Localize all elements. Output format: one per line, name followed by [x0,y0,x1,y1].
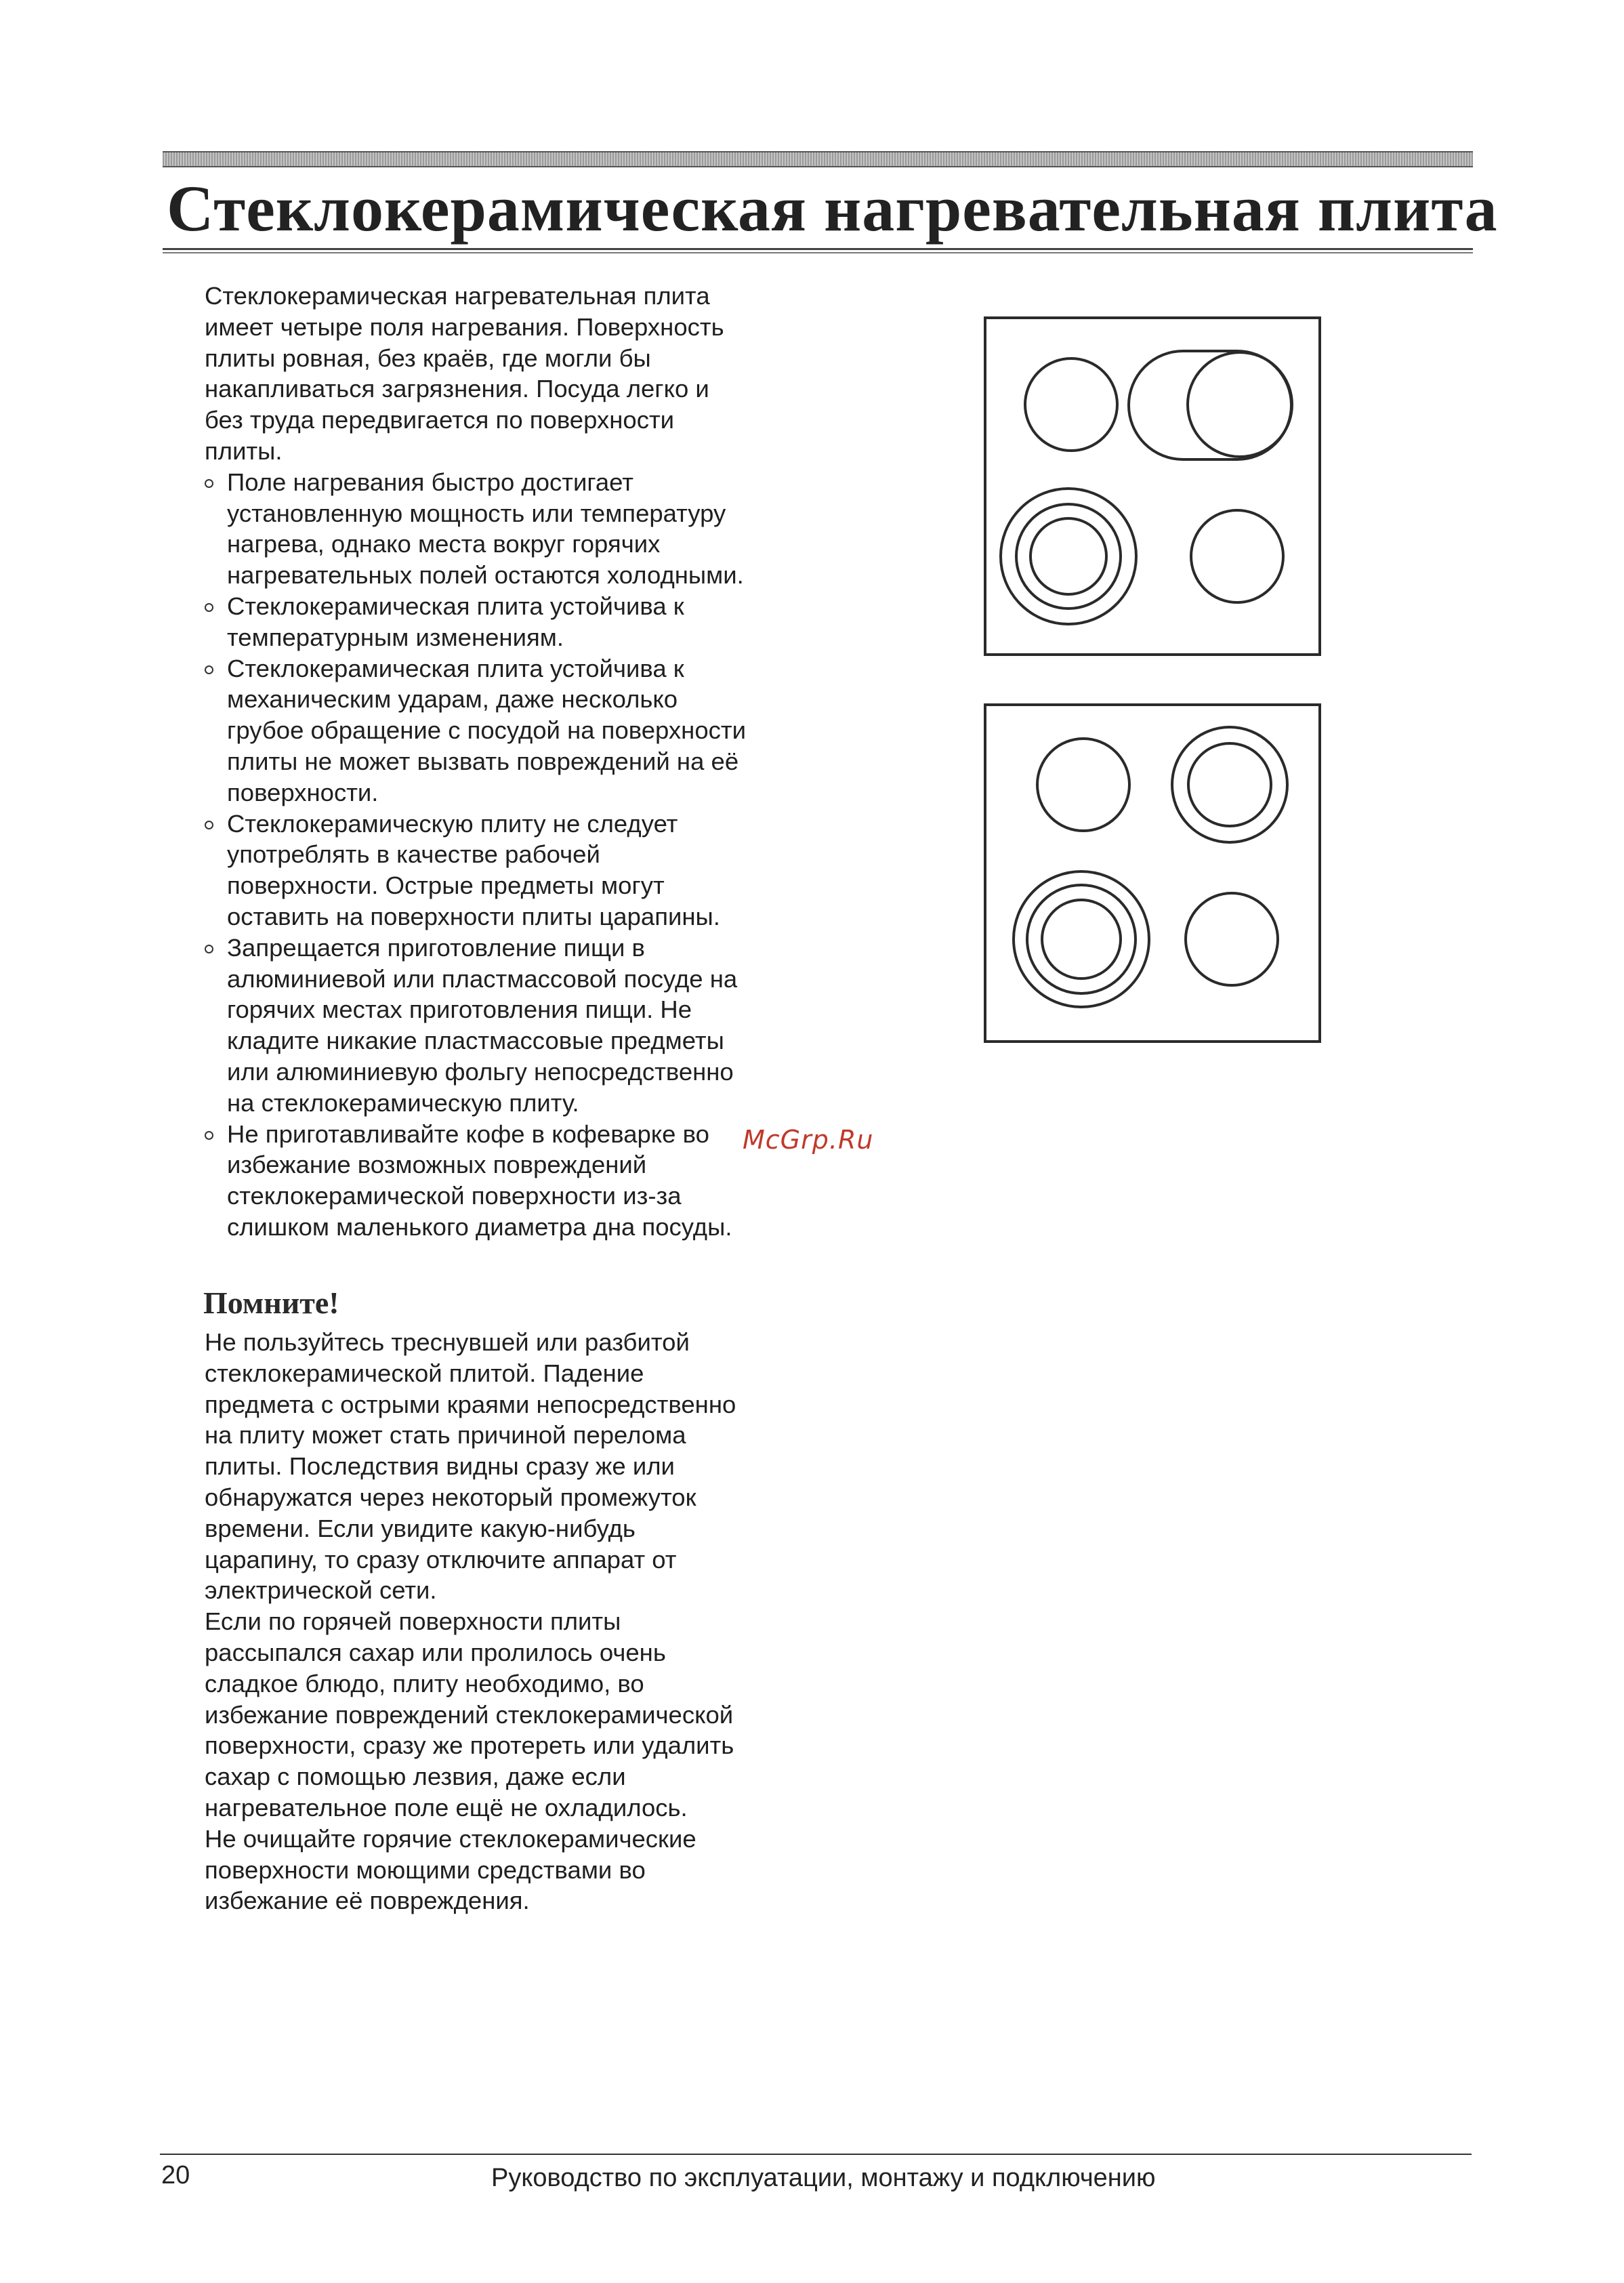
list-item-line: алюминиевой или пластмассовой посуде на [227,964,738,993]
burner-triple-inner [1030,518,1106,594]
list-item-line: оставить на поверхности плиты царапины. [227,902,720,930]
header-decorative-bar [163,151,1473,167]
list-item-line: или алюминиевую фольгу непосредственно [227,1057,734,1086]
footer-title: Руководство по эксплуатации, монтажу и подключению [491,2164,1156,2192]
hob-diagram-top [983,316,1322,657]
remember-line: на плиту может стать причиной перелома [205,1421,686,1449]
remember-line: Не очищайте горячие стеклокерамические [205,1824,696,1853]
hob-outline [985,318,1320,655]
intro-line: плиты. [205,436,283,465]
remember-line: царапину, то сразу отключите аппарат от [205,1545,677,1574]
list-item-line: поверхности. Острые предметы могут [227,871,665,900]
remember-line: Если по горячей поверхности плиты [205,1607,621,1636]
list-item-line: слишком маленького диаметра дна посуды. [227,1212,732,1241]
intro-line: плиты ровная, без краёв, где могли бы [205,344,651,372]
burner-dual-inner [1188,743,1271,826]
list-item-line: установленную мощность или температуру [227,499,726,527]
list-item-line: Запрещается приготовление пищи в [227,933,645,962]
hob-diagram-bottom [983,703,1322,1044]
intro-line: накапливаться загрязнения. Посуда легко и [205,375,709,403]
list-item-line: Стеклокерамическая плита устойчива к [227,592,684,620]
remember-line: Не пользуйтесь треснувшей или разбитой [205,1328,690,1356]
list-item-line: горячих местах приготовления пищи. Не [227,995,692,1024]
burner-triple-inner [1042,900,1121,979]
list-item-line: плиты не может вызвать повреждений на её [227,747,739,775]
title-underline [163,248,1473,253]
remember-line: обнаружатся через некоторый промежуток [205,1483,696,1511]
list-item [205,653,882,808]
burner-single [1025,358,1117,451]
burner-extended-oval [1129,351,1291,459]
burner-triple-outer [1001,489,1136,624]
remember-heading: Помните! [203,1286,339,1320]
list-item-line: Не приготавливайте кофе в кофеварке во [227,1119,709,1148]
intro-line: имеет четыре поля нагревания. Поверхность [205,312,724,341]
hob-outline [985,705,1320,1042]
list-item-line: стеклокерамической поверхности из-за [227,1182,682,1210]
page-title: Стеклокерамическая нагревательная плита [167,172,1498,245]
list-item-line: механическим ударам, даже несколько [227,685,678,714]
burner-triple-outer [1014,871,1149,1007]
remember-line: времени. Если увидите какую-нибудь [205,1514,636,1542]
list-item-line: Стеклокерамическая плита устойчива к [227,654,684,682]
list-item-line: употреблять в качестве рабочей [227,840,600,869]
remember-section [205,1327,882,1916]
remember-line: сахар с помощью лезвия, даже если [205,1763,626,1791]
remember-paragraph [205,1327,882,1916]
list-item-line: Поле нагревания быстро достигает [227,468,633,496]
burner-single [1037,739,1129,831]
remember-line: рассыпался сахар или пролилось очень [205,1638,666,1666]
remember-line: электрической сети. [205,1576,437,1605]
burner-single [1191,510,1283,602]
intro-line: Стеклокерамическая нагревательная плита [205,282,710,310]
remember-line: предмета с острыми краями непосредственно [205,1390,736,1418]
list-item-line: грубое обращение с посудой на поверхности [227,716,746,745]
burner-extended-inner [1188,352,1292,457]
remember-line: стеклокерамической плитой. Падение [205,1359,644,1387]
intro-line: без труда передвигается по поверхности [205,406,675,434]
list-item-line: температурным изменениям. [227,623,564,651]
remember-line: избежание повреждений стеклокерамической [205,1700,734,1729]
list-item [205,932,882,1119]
remember-line: сладкое блюдо, плиту необходимо, во [205,1669,644,1698]
footer-rule [160,2154,1472,2155]
list-item-line: поверхности. [227,778,379,806]
watermark-logo: McGrp.Ru [743,1125,874,1155]
remember-line: плиты. Последствия видны сразу же или [205,1452,675,1481]
intro-paragraph [205,281,882,467]
list-item [205,467,882,591]
remember-line: поверхности моющими средствами во [205,1855,646,1884]
page-number: 20 [161,2161,190,2189]
list-item [205,591,882,653]
list-item-line: нагрева, однако места вокруг горячих [227,530,661,558]
main-content [205,281,882,1243]
remember-line: избежание её повреждения. [205,1887,530,1915]
burner-triple-middle [1016,504,1121,609]
list-item-line: нагревательных полей остаются холодными. [227,561,744,590]
remember-line: поверхности, сразу же протереть или удалить [205,1731,734,1760]
list-item-line: кладите никакие пластмассовые предметы [227,1027,724,1055]
list-item-line: на стеклокерамическую плиту. [227,1088,579,1117]
burner-single [1186,893,1278,985]
remember-line: нагревательное поле ещё не охладилось. [205,1793,688,1822]
list-item-line: Стеклокерамическую плиту не следует [227,809,678,838]
list-item [205,808,882,932]
list-item-line: избежание возможных повреждений [227,1151,647,1179]
